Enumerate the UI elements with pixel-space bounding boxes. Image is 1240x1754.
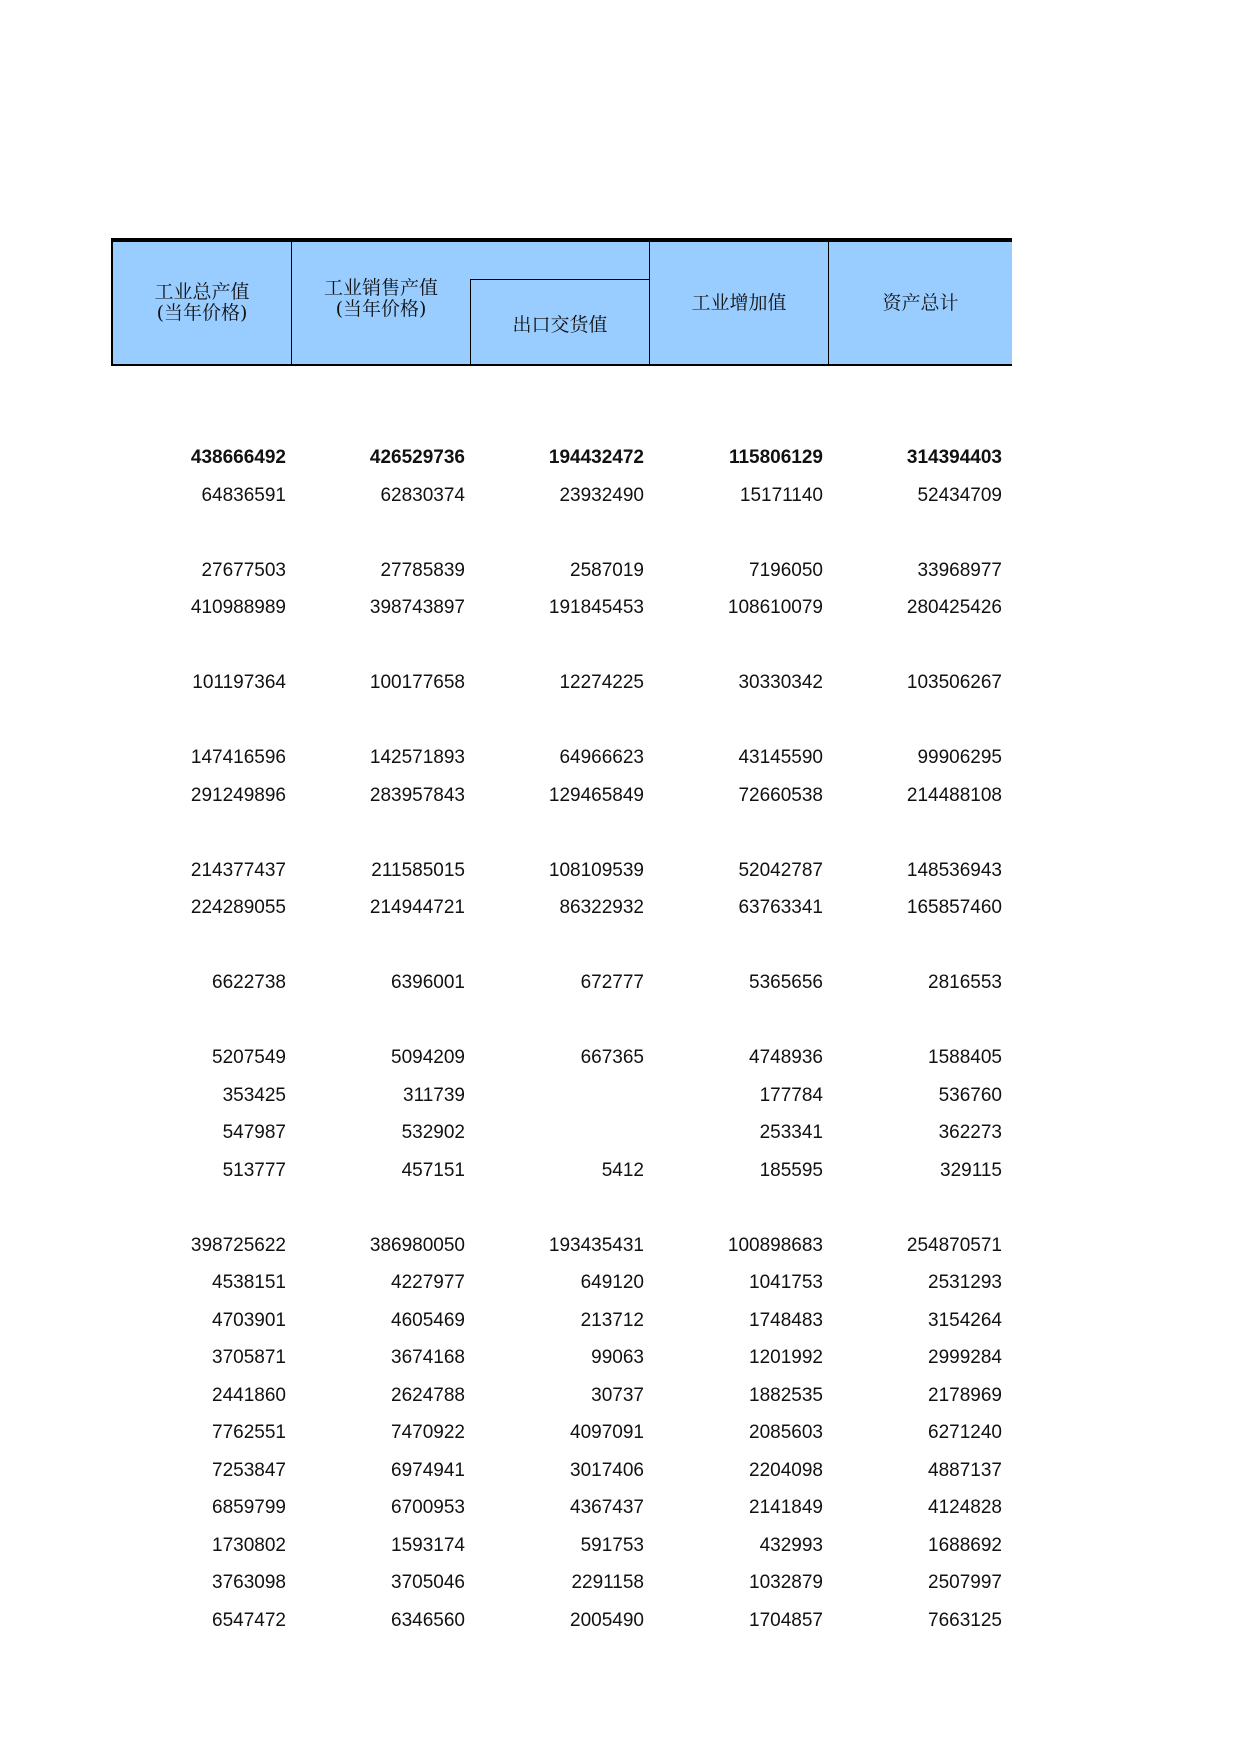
table-cell: 185595 <box>759 1159 823 1181</box>
table-header <box>111 238 1012 366</box>
table-spacer-row <box>111 702 1012 740</box>
table-cell: 7762551 <box>212 1422 286 1444</box>
header-total-assets: 资产总计 <box>882 291 959 314</box>
table-cell: 165857460 <box>906 897 1002 919</box>
table-row <box>111 890 1012 928</box>
table-body <box>111 402 1012 1640</box>
table-cell: 103506267 <box>906 672 1002 694</box>
table-cell: 253341 <box>759 1122 823 1144</box>
table-cell: 6700953 <box>391 1497 465 1519</box>
table-cell: 280425426 <box>906 597 1002 619</box>
table-cell: 1704857 <box>749 1609 823 1631</box>
table-cell: 99906295 <box>917 747 1002 769</box>
table-cell: 6396001 <box>391 972 465 994</box>
table-spacer-row <box>111 815 1012 853</box>
table-cell: 1730802 <box>212 1534 286 1556</box>
table-cell: 63763341 <box>738 897 823 919</box>
table-cell: 3763098 <box>212 1572 286 1594</box>
table-cell: 4367437 <box>570 1497 644 1519</box>
table-cell: 547987 <box>222 1122 286 1144</box>
table-cell: 4227977 <box>391 1272 465 1294</box>
table-cell: 214944721 <box>369 897 465 919</box>
table-cell: 15171140 <box>739 484 823 506</box>
table-row <box>111 1602 1012 1640</box>
table-cell: 2441860 <box>212 1384 286 1406</box>
table-cell: 7663125 <box>928 1609 1002 1631</box>
table-cell: 2624788 <box>391 1384 465 1406</box>
table-cell: 72660538 <box>738 784 823 806</box>
table-cell: 672777 <box>580 972 644 994</box>
table-cell: 2178969 <box>928 1384 1002 1406</box>
table-cell: 353425 <box>222 1084 286 1106</box>
table-cell: 52434709 <box>917 484 1002 506</box>
table-row <box>111 1565 1012 1603</box>
table-cell: 254870571 <box>906 1234 1002 1256</box>
table-cell: 591753 <box>580 1534 644 1556</box>
table-row <box>111 777 1012 815</box>
table-cell: 99063 <box>591 1347 644 1369</box>
table-cell: 438666492 <box>190 447 286 469</box>
table-cell: 115806129 <box>728 447 823 469</box>
table-cell: 23932490 <box>559 484 644 506</box>
table-cell: 7196050 <box>749 559 823 581</box>
table-cell: 224289055 <box>190 897 286 919</box>
table-cell: 2507997 <box>928 1572 1002 1594</box>
table-cell: 2005490 <box>570 1609 644 1631</box>
table-cell: 211585015 <box>371 859 465 881</box>
table-cell: 30330342 <box>738 672 823 694</box>
table-cell: 1688692 <box>928 1534 1002 1556</box>
table-row <box>111 1340 1012 1378</box>
table-row <box>111 1265 1012 1303</box>
table-cell: 536760 <box>938 1084 1002 1106</box>
header-total-output-value: 工业总产值 (当年价格) <box>154 281 250 324</box>
table-cell: 6346560 <box>391 1609 465 1631</box>
table-cell: 177784 <box>759 1084 823 1106</box>
table-cell: 100898683 <box>727 1234 823 1256</box>
table-cell: 1882535 <box>749 1384 823 1406</box>
table-spacer-row <box>111 515 1012 553</box>
table-spacer-row <box>111 402 1012 440</box>
table-cell: 27785839 <box>380 559 465 581</box>
table-cell: 311739 <box>403 1084 465 1106</box>
table-cell: 193435431 <box>548 1234 644 1256</box>
table-cell: 314394403 <box>906 447 1002 469</box>
table-row <box>111 1040 1012 1078</box>
table-cell: 108109539 <box>548 859 644 881</box>
table-cell: 2204098 <box>749 1459 823 1481</box>
table-cell: 129465849 <box>548 784 644 806</box>
table-row <box>111 1152 1012 1190</box>
table-cell: 108610079 <box>727 597 823 619</box>
table-cell: 101197364 <box>192 672 286 694</box>
table-cell: 52042787 <box>738 859 823 881</box>
table-spacer-row <box>111 627 1012 665</box>
table-cell: 4097091 <box>570 1422 644 1444</box>
table-cell: 33968977 <box>917 559 1002 581</box>
table-cell: 329115 <box>940 1159 1002 1181</box>
table-cell: 214488108 <box>906 784 1002 806</box>
table-row <box>111 590 1012 628</box>
table-cell: 410988989 <box>190 597 286 619</box>
table-spacer-row <box>111 1190 1012 1228</box>
table-cell: 27677503 <box>201 559 286 581</box>
statistics-table <box>111 238 1012 1640</box>
table-cell: 1748483 <box>749 1309 823 1331</box>
table-cell: 30737 <box>591 1384 644 1406</box>
table-cell: 43145590 <box>738 747 823 769</box>
table-row <box>111 1227 1012 1265</box>
table-cell: 6622738 <box>212 972 286 994</box>
table-spacer-row <box>111 1002 1012 1040</box>
table-cell: 2587019 <box>570 559 644 581</box>
table-cell: 426529736 <box>369 447 465 469</box>
table-cell: 3705871 <box>212 1347 286 1369</box>
table-cell: 432993 <box>759 1534 823 1556</box>
table-cell: 513777 <box>222 1159 286 1181</box>
table-cell: 214377437 <box>190 859 286 881</box>
table-cell: 2816553 <box>928 972 1002 994</box>
table-cell: 291249896 <box>190 784 286 806</box>
table-cell: 2291158 <box>571 1572 644 1594</box>
table-cell: 213712 <box>580 1309 644 1331</box>
table-cell: 1588405 <box>928 1047 1002 1069</box>
table-row <box>111 1415 1012 1453</box>
table-cell: 1041753 <box>749 1272 823 1294</box>
table-cell: 532902 <box>401 1122 465 1144</box>
table-cell: 457151 <box>401 1159 465 1181</box>
table-cell: 7253847 <box>212 1459 286 1481</box>
table-cell: 2141849 <box>749 1497 823 1519</box>
table-cell: 2999284 <box>928 1347 1002 1369</box>
table-cell: 148536943 <box>906 859 1002 881</box>
table-cell: 4605469 <box>391 1309 465 1331</box>
table-cell: 3154264 <box>928 1309 1002 1331</box>
table-cell: 4538151 <box>212 1272 286 1294</box>
table-cell: 7470922 <box>391 1422 465 1444</box>
table-cell: 398743897 <box>369 597 465 619</box>
table-row <box>111 1377 1012 1415</box>
table-cell: 194432472 <box>548 447 644 469</box>
table-cell: 5412 <box>601 1159 644 1181</box>
table-cell: 64966623 <box>559 747 644 769</box>
table-cell: 2085603 <box>749 1422 823 1444</box>
table-cell: 147416596 <box>190 747 286 769</box>
table-row <box>111 552 1012 590</box>
table-cell: 1032879 <box>749 1572 823 1594</box>
table-row <box>111 852 1012 890</box>
table-cell: 86322932 <box>559 897 644 919</box>
table-row <box>111 440 1012 478</box>
table-cell: 12274225 <box>559 672 644 694</box>
table-cell: 6859799 <box>212 1497 286 1519</box>
table-cell: 649120 <box>580 1272 644 1294</box>
table-cell: 2531293 <box>928 1272 1002 1294</box>
table-cell: 1201992 <box>749 1347 823 1369</box>
table-cell: 362273 <box>938 1122 1002 1144</box>
table-cell: 191845453 <box>548 597 644 619</box>
table-cell: 398725622 <box>190 1234 286 1256</box>
table-cell: 4703901 <box>212 1309 286 1331</box>
table-row <box>111 1527 1012 1565</box>
table-cell: 100177658 <box>369 672 465 694</box>
table-cell: 1593174 <box>391 1534 465 1556</box>
table-cell: 5094209 <box>391 1047 465 1069</box>
table-cell: 5207549 <box>212 1047 286 1069</box>
table-cell: 386980050 <box>369 1234 465 1256</box>
table-row <box>111 965 1012 1003</box>
table-cell: 62830374 <box>380 484 465 506</box>
table-row <box>111 1115 1012 1153</box>
table-cell: 667365 <box>580 1047 644 1069</box>
table-cell: 4124828 <box>928 1497 1002 1519</box>
table-row <box>111 1490 1012 1528</box>
header-export-delivery-value: 出口交货值 <box>512 314 608 336</box>
table-cell: 3674168 <box>391 1347 465 1369</box>
table-row <box>111 1077 1012 1115</box>
table-spacer-row <box>111 927 1012 965</box>
table-row <box>111 665 1012 703</box>
table-row <box>111 477 1012 515</box>
table-cell: 6547472 <box>212 1609 286 1631</box>
table-cell: 6974941 <box>391 1459 465 1481</box>
table-cell: 64836591 <box>201 484 286 506</box>
table-cell: 6271240 <box>928 1422 1002 1444</box>
table-cell: 5365656 <box>749 972 823 994</box>
table-cell: 3017406 <box>570 1459 644 1481</box>
table-cell: 283957843 <box>369 784 465 806</box>
table-cell: 4748936 <box>749 1047 823 1069</box>
table-cell: 142571893 <box>369 747 465 769</box>
table-cell: 3705046 <box>391 1572 465 1594</box>
table-cell: 4887137 <box>928 1459 1002 1481</box>
header-sales-output-value: 工业销售产值 (当年价格) <box>323 277 438 320</box>
table-row <box>111 1302 1012 1340</box>
table-row <box>111 1452 1012 1490</box>
header-value-added: 工业增加值 <box>691 291 787 314</box>
table-row <box>111 740 1012 778</box>
